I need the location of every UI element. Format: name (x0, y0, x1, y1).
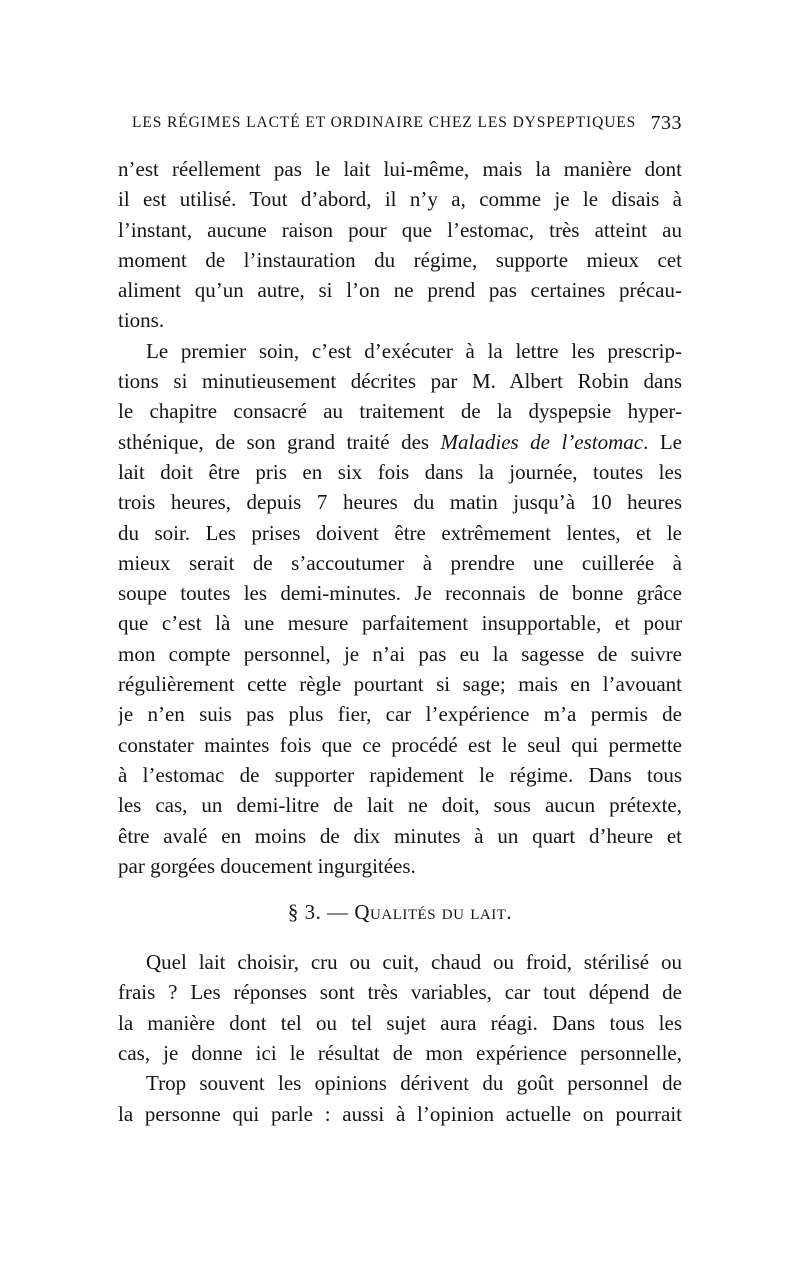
text-line: être avalé en moins de dix minutes à un quart d’heure et (118, 823, 682, 848)
running-head (118, 114, 682, 138)
text-line: trois heures, depuis 7 heures du matin jusqu’à 10 heures (118, 490, 682, 515)
section-title: Qualités du lait. (354, 900, 513, 925)
text-line: régulièrement cette règle pourtant si sage; mais en l’avouant (118, 672, 682, 697)
section-number: § 3. — (287, 900, 355, 925)
text-line: l’instant, aucune raison pour que l’estomac, très atteint au (118, 217, 682, 242)
page-number: 733 (650, 112, 682, 134)
text-line: moment de l’instauration du régime, supporte mieux cet (118, 247, 682, 272)
text-line: il est utilisé. Tout d’abord, il n’y a, comme je le disais à (118, 187, 682, 212)
section-heading (118, 897, 682, 927)
text-line: je n’en suis pas plus fier, car l’expérience m’a permis de (118, 702, 682, 727)
text-line-with-title (118, 427, 682, 457)
text-line: mon compte personnel, je n’ai pas eu la sagesse de suivre (118, 641, 682, 666)
text-line: par gorgées doucement ingurgitées. (118, 853, 416, 878)
text-line: les cas, un demi-litre de lait ne doit, sous aucun prétexte, (118, 793, 682, 818)
text-line: soupe toutes les demi-minutes. Je reconnais de bonne grâce (118, 581, 682, 606)
text-line: mieux serait de s’accoutumer à prendre une cuillerée à (118, 550, 682, 575)
paragraph-4 (118, 1068, 682, 1129)
text-line: frais ? Les réponses sont très variables, car tout dépend de (118, 980, 682, 1005)
text-line: du soir. Les prises doivent être extrêmement lentes, et le (118, 520, 682, 545)
text-segment: . Le (643, 429, 682, 454)
text-line: tions. (118, 308, 165, 333)
text-line: n’est réellement pas le lait lui-même, mais la manière dont (118, 157, 682, 181)
book-title: Maladies de l’estomac (440, 429, 644, 454)
text-line: Trop souvent les opinions dérivent du goût personnel de (146, 1071, 682, 1096)
text-line: que c’est là une mesure parfaitement insupportable, et pour (118, 611, 682, 636)
running-head-title: LES RÉGIMES LACTÉ ET ORDINAIRE CHEZ LES DYSPEPTIQUES (132, 114, 637, 131)
paragraph-3 (118, 947, 682, 1068)
text-line: le chapitre consacré au traitement de la dyspepsie hyper- (118, 399, 682, 424)
text-line: lait doit être pris en six fois dans la journée, toutes les (118, 459, 682, 484)
text-line: la manière dont tel ou tel sujet aura réagi. Dans tous les (118, 1010, 682, 1035)
paragraph-1 (118, 154, 682, 336)
text-segment: sthénique, de son grand traité des (118, 429, 441, 454)
body-text (118, 154, 682, 1129)
text-line: constater maintes fois que ce procédé est le seul qui permette (118, 732, 682, 757)
paragraph-2 (118, 336, 682, 881)
text-line: la personne qui parle : aussi à l’opinion actuelle on pourrait (118, 1101, 682, 1126)
text-line: tions si minutieusement décrites par M. Albert Robin dans (118, 369, 682, 394)
text-line: Quel lait choisir, cru ou cuit, chaud ou froid, stérilisé ou (146, 950, 682, 975)
text-line: cas, je donne ici le résultat de mon expérience personnelle, (118, 1041, 682, 1066)
text-line: Le premier soin, c’est d’exécuter à la lettre les prescrip- (146, 338, 682, 363)
text-line: à l’estomac de supporter rapidement le régime. Dans tous (118, 762, 682, 787)
text-line: aliment qu’un autre, si l’on ne prend pas certaines précau- (118, 278, 682, 303)
